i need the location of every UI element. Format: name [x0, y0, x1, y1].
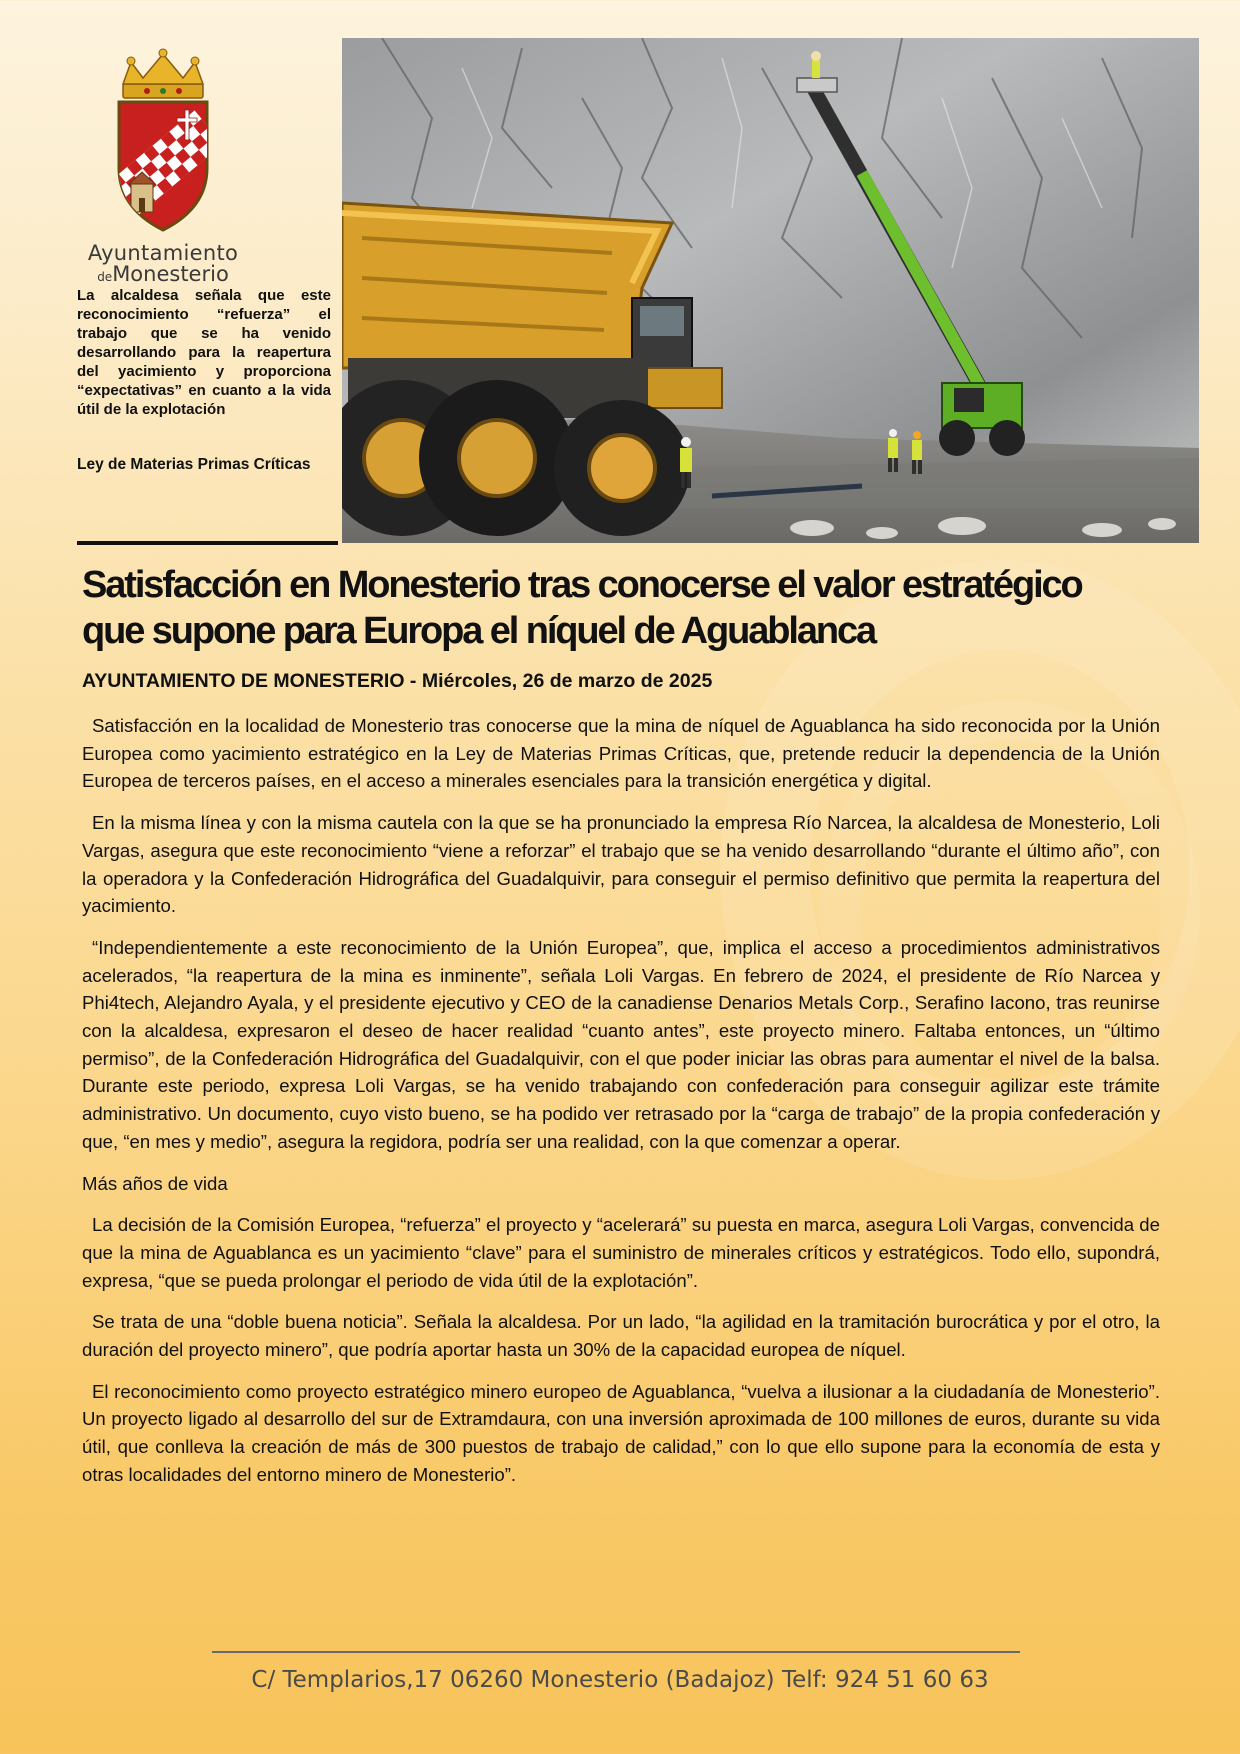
headline-line-2: que supone para Europa el níquel de Aguablanca	[82, 610, 876, 652]
logo-wordmark-line2: deMonesterio	[97, 262, 229, 286]
sidebar-section-label: Ley de Materias Primas Críticas	[77, 456, 311, 473]
article-headline	[82, 562, 1182, 654]
body-paragraph-5: Se trata de una “doble buena noticia”. Señala la alcaldesa. Por un lado, “la agilidad en la tramitación burocrática y por el otro, la duración del proyecto minero”, que podría aportar hasta un 30% de la capacidad europea de níquel.	[82, 1311, 1160, 1361]
article-body	[82, 712, 1160, 1503]
municipal-logo	[78, 48, 248, 287]
footer-divider	[212, 1651, 1020, 1653]
article-byline: AYUNTAMIENTO DE MONESTERIO - Miércoles, 26 de marzo de 2025	[82, 670, 713, 692]
sidebar-pullquote: La alcaldesa señala que este reconocimiento “refuerza” el trabajo que se ha venido desarrollando para la reapertura del yacimiento y proporciona “expectativas” en cuanto a la vida útil de la explotación	[77, 287, 331, 418]
coat-of-arms-icon	[93, 48, 233, 238]
body-paragraph-4: La decisión de la Comisión Europea, “refuerza” el proyecto y “acelerará” su puesta en marca, asegura Loli Vargas, convencida de que la mina de Aguablanca es un yacimiento “clave” para el suministro de minerales críticos y estratégicos. Todo ello, supondrá, expresa, “que se pueda prolongar el periodo de vida útil de la explotación”.	[82, 1214, 1160, 1291]
body-paragraph-6: El reconocimiento como proyecto estratégico minero europeo de Aguablanca, “vuelva a ilusionar a la ciudadanía de Monesterio”. Un proyecto ligado al desarrollo del sur de Extramdaura, con una inversión aproximada de 100 millones de euros, durante su vida útil, que conlleva la creación de más de 300 puestos de trabajo de calidad,” con lo que ello supone para la economía de esta y otras localidades del entorno minero de Monesterio”.	[82, 1380, 1160, 1485]
mine-site-photo	[342, 38, 1199, 543]
sidebar-divider	[77, 541, 338, 545]
body-paragraph-3: “Independientemente a este reconocimiento de la Unión Europea”, que, implica el acceso a procedimientos administrativos acelerados, “la reapertura de la mina es inminente”, señala Loli Vargas. En febrero de 2024, el presidente de Río Narcea y Phi4tech, Alejandro Ayala, y el presidente ejecutivo y CEO de la canadiense Denarios Metals Corp., Serafino Iacono, tras reunirse con la alcaldesa, expresaron el deseo de hacer realidad “cuanto antes”, este proyecto minero. Faltaba entonces, un “último permiso”, de la Confederación Hidrográfica del Guadalquivir, con el que poder iniciar las obras para aumentar el nivel de la balsa. Durante este periodo, expresa Loli Vargas, se ha venido trabajando con confederación para conseguir agilizar este trámite administrativo. Un documento, cuyo visto bueno, se ha podido ver retrasado por la “carga de trabajo” de la propia confederación y que, “en mes y medio”, asegura la regidora, podría ser una realidad, con la que comenzar a operar.	[82, 936, 1160, 1152]
body-paragraph-1: Satisfacción en la localidad de Monesterio tras conocerse que la mina de níquel de Aguablanca ha sido reconocida por la Unión Europea como yacimiento estratégico en la Ley de Materias Primas Críticas, que, pretende reducir la dependencia de la Unión Europea de terceros países, en el acceso a minerales esenciales para la transición energética y digital.	[82, 715, 1160, 792]
article-subheading: Más años de vida	[82, 1172, 228, 1194]
footer-address: C/ Templarios,17 06260 Monesterio (Badajoz) Telf: 924 51 60 63	[251, 1667, 989, 1693]
logo-wordmark-line1: Ayuntamiento	[87, 241, 239, 265]
body-paragraph-2: En la misma línea y con la misma cautela con la que se ha pronunciado la empresa Río Narcea, la alcaldesa de Monesterio, Loli Vargas, asegura que este reconocimiento “viene a reforzar” el trabajo que se ha venido desarrollando “durante el último año”, con la operadora y la Confederación Hidrográfica del Guadalquivir, para conseguir el permiso definitivo que permita la reapertura del yacimiento.	[82, 812, 1160, 917]
headline-line-1: Satisfacción en Monesterio tras conocerse el valor estratégico	[82, 564, 1082, 606]
